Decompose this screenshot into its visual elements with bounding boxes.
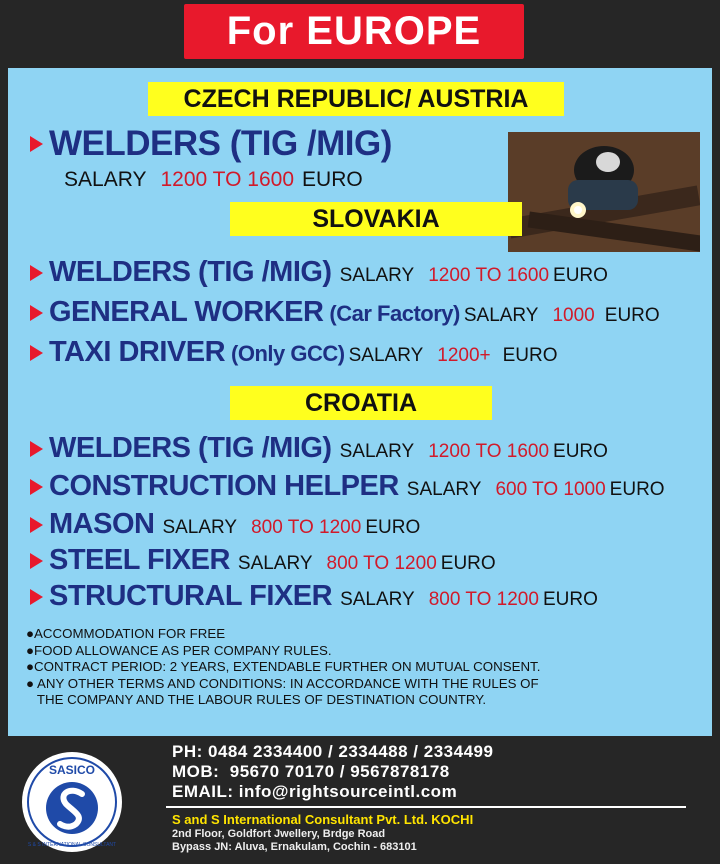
job-row-croatia-structural-fixer [30,580,598,613]
contact-block [172,742,493,802]
salary-label: SALARY [237,553,313,574]
job-title: WELDERS (TIG /MIG) [49,124,392,163]
job-note: (Only GCC) [231,341,345,366]
logo-text: SASICO [48,763,96,777]
arrow-icon [30,265,43,281]
job-title: WELDERS (TIG /MIG) [49,432,332,464]
arrow-icon [30,441,43,457]
salary-amount: 1000 [552,305,595,326]
arrow-icon [30,589,43,605]
address-line-2: Bypass JN: Aluva, Ernakulam, Cochin - 683101 [172,841,417,853]
page-title: For EUROPE [226,9,482,53]
salary-currency: EURO [302,168,363,191]
job-title: STEEL FIXER [49,544,230,576]
salary-label: SALARY [340,589,415,610]
company-name: S and S International Consultant Pvt. Ltd. KOCHI [172,812,474,827]
job-note: (Car Factory) [329,301,460,326]
salary-currency: EURO [604,305,660,326]
job-listing-panel [8,68,712,736]
sasico-logo-icon [22,752,122,852]
arrow-icon [30,136,43,152]
job-row-czech-welders [30,124,392,164]
salary-currency: EURO [440,553,496,574]
section-title-czech: CZECH REPUBLIC/ AUSTRIA [148,82,564,116]
job-title: TAXI DRIVER [49,336,226,368]
terms-list [26,626,540,709]
salary-currency: EURO [553,441,608,462]
company-logo [22,752,122,852]
arrow-icon [30,553,43,569]
address-line-1: 2nd Floor, Goldfort Jwellery, Brdge Road [172,828,386,840]
salary-amount: 1200 TO 1600 [428,265,550,286]
salary-amount: 1200+ [437,345,491,366]
salary-currency: EURO [502,345,558,366]
job-row-slovakia-welders [30,256,608,289]
term-item: ●CONTRACT PERIOD: 2 YEARS, EXTENDABLE FURTHER ON MUTUAL CONSENT. [26,659,541,674]
salary-amount: 800 TO 1200 [251,517,362,538]
salary-amount: 1200 TO 1600 [428,441,550,462]
salary-currency: EURO [365,517,421,538]
salary-label: SALARY [463,305,539,326]
salary-label: SALARY [339,441,415,462]
salary-label: SALARY [339,265,415,286]
salary-amount: 600 TO 1000 [495,479,606,500]
job-title: GENERAL WORKER [49,296,324,328]
arrow-icon [30,345,43,361]
job-row-croatia-steel-fixer [30,544,496,577]
section-title-slovakia: SLOVAKIA [230,202,522,236]
salary-row-czech [64,168,363,192]
job-title: MASON [49,508,155,540]
job-title: STRUCTURAL FIXER [49,580,333,612]
salary-label: SALARY [64,168,147,191]
arrow-icon [30,479,43,495]
term-item: ●ACCOMMODATION FOR FREE [26,626,226,641]
email-line[interactable]: EMAIL: info@rightsourceintl.com [172,782,458,801]
header-bar [0,0,720,68]
job-row-croatia-construction-helper [30,470,665,503]
footer [0,736,720,864]
salary-label: SALARY [406,479,482,500]
term-item: ●FOOD ALLOWANCE AS PER COMPANY RULES. [26,642,332,658]
job-row-croatia-welders [30,432,608,465]
salary-label: SALARY [162,517,238,538]
salary-label: SALARY [348,345,424,366]
arrow-icon [30,305,43,321]
logo-subtext: S & S INTERNATIONAL CONSULTANT [27,842,117,848]
mobile-line: MOB: 95670 70170 / 9567878178 [172,762,450,781]
salary-currency: EURO [553,265,608,286]
job-row-slovakia-taxi-driver [30,336,558,369]
title-banner [184,4,524,59]
section-title-croatia: CROATIA [230,386,492,420]
arrow-icon [30,517,43,533]
job-row-slovakia-general-worker [30,296,660,329]
job-title: WELDERS (TIG /MIG) [49,256,332,288]
term-item: THE COMPANY AND THE LABOUR RULES OF DESTINATION COUNTRY. [26,692,487,707]
salary-currency: EURO [542,589,598,610]
salary-amount: 800 TO 1200 [428,589,539,610]
job-title: CONSTRUCTION HELPER [49,470,399,502]
company-block [172,812,473,854]
welder-photo [508,132,700,252]
salary-currency: EURO [609,479,665,500]
phone-line: PH: 0484 2334400 / 2334488 / 2334499 [172,742,494,761]
footer-divider [166,806,686,808]
job-row-croatia-mason [30,508,420,541]
salary-amount: 800 TO 1200 [326,553,437,574]
term-item: ● ANY OTHER TERMS AND CONDITIONS: IN ACCORDANCE WITH THE RULES OF [26,675,539,691]
salary-amount: 1200 TO 1600 [160,168,295,191]
welder-illustration [508,132,700,252]
